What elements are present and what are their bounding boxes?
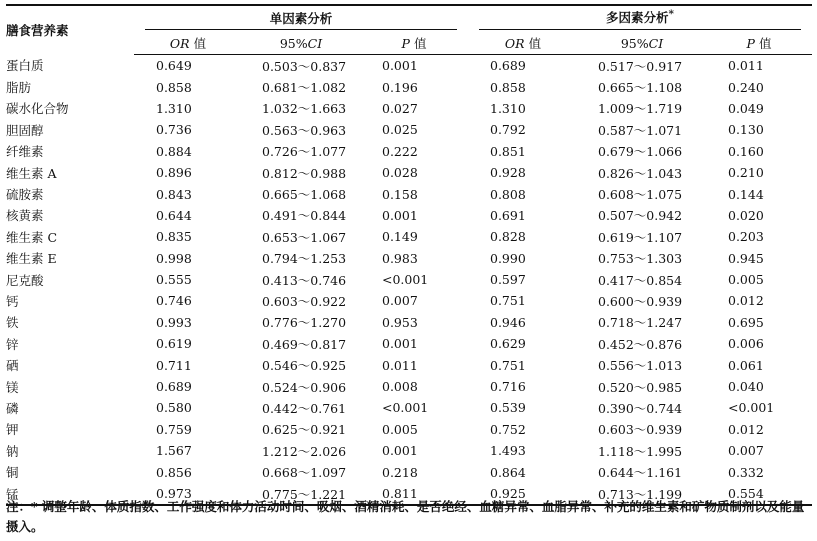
cell-p-multivariate: 0.012 [728, 421, 764, 437]
cell-or-multivariate: 0.539 [490, 400, 526, 416]
cell-nutrient-name: 锌 [6, 336, 19, 352]
cell-p-multivariate: 0.144 [728, 186, 764, 202]
cell-p-univariate: 0.149 [382, 229, 418, 245]
cell-ci-univariate: 0.603～0.922 [262, 293, 347, 309]
cell-p-multivariate: 0.554 [706, 483, 812, 505]
cell-or-univariate: 0.884 [156, 143, 192, 159]
cell-or-univariate: 0.759 [156, 421, 192, 437]
cell-or-multivariate: 1.310 [490, 100, 526, 116]
table-row [6, 333, 812, 354]
nutrient-analysis-table [6, 4, 812, 506]
cell-ci-multivariate: 0.587～1.071 [598, 122, 683, 138]
cell-ci-univariate: 0.563～0.963 [262, 122, 347, 138]
cell-p-multivariate: 0.240 [728, 79, 764, 95]
col-header-or-univariate: OR 值 [134, 32, 242, 55]
cell-ci-univariate: 0.726～1.077 [262, 144, 347, 160]
cell-p-univariate: 0.007 [382, 293, 418, 309]
cell-nutrient-name: 碳水化合物 [6, 101, 69, 117]
cell-ci-univariate: 0.524～0.906 [262, 379, 347, 395]
cell-ci-univariate: 1.032～1.663 [262, 101, 347, 117]
table-row [6, 55, 812, 77]
cell-p-univariate: 0.218 [382, 464, 418, 480]
cell-p-univariate: 0.953 [382, 314, 418, 330]
cell-or-univariate: 0.993 [156, 314, 192, 330]
cell-p-univariate: 0.811 [360, 483, 468, 505]
row-header-label: 膳食营养素 [6, 5, 134, 55]
cell-or-univariate: 0.998 [156, 250, 192, 266]
cell-or-univariate: 0.644 [156, 207, 192, 223]
cell-ci-univariate: 0.503～0.837 [262, 58, 347, 74]
cell-p-univariate: 0.001 [382, 58, 418, 74]
cell-or-multivariate: 0.629 [490, 336, 526, 352]
table-row [6, 290, 812, 311]
cell-ci-univariate: 0.668～1.097 [262, 465, 347, 481]
cell-p-multivariate: 0.210 [728, 165, 764, 181]
table-row [6, 205, 812, 226]
table-row [6, 248, 812, 269]
cell-p-univariate: 0.983 [382, 250, 418, 266]
cell-or-multivariate: 0.752 [490, 421, 526, 437]
cell-or-multivariate: 0.925 [468, 483, 578, 505]
cell-ci-multivariate: 0.390～0.744 [598, 400, 683, 416]
group-header-multivariate-mark: * [668, 8, 674, 21]
cell-or-multivariate: 0.990 [490, 250, 526, 266]
cell-ci-univariate: 0.442～0.761 [262, 400, 347, 416]
table-row [6, 98, 812, 119]
cell-or-univariate: 0.835 [156, 229, 192, 245]
table-row [6, 76, 812, 97]
cell-or-multivariate: 1.493 [490, 443, 526, 459]
cell-ci-multivariate: 0.665～1.108 [598, 80, 683, 96]
cell-or-univariate: 0.856 [156, 464, 192, 480]
footnote-text: 调整年龄、体质指数、工作强度和体力活动时间、吸烟、酒精消耗、是否绝经、血糖异常、血脂异常、补充的维生素和矿物质制剂以及能量摄入。 [6, 499, 805, 534]
cell-ci-multivariate: 0.417～0.854 [598, 272, 683, 288]
cell-p-univariate: 0.001 [382, 336, 418, 352]
cell-or-univariate: 0.711 [156, 357, 192, 373]
cell-or-multivariate: 0.751 [490, 357, 526, 373]
cell-nutrient-name: 胆固醇 [6, 122, 44, 138]
cell-or-multivariate: 0.828 [490, 229, 526, 245]
cell-nutrient-name: 脂肪 [6, 80, 32, 96]
cell-or-multivariate: 0.716 [490, 379, 526, 395]
cell-ci-univariate: 1.212～2.026 [262, 443, 347, 459]
cell-p-multivariate: 0.020 [728, 207, 764, 223]
cell-ci-multivariate: 0.600～0.939 [598, 293, 683, 309]
cell-ci-multivariate: 0.517～0.917 [598, 58, 683, 74]
cell-ci-multivariate: 0.507～0.942 [598, 208, 683, 224]
cell-or-multivariate: 0.689 [490, 58, 526, 74]
cell-p-univariate: 0.028 [382, 165, 418, 181]
cell-or-univariate: 0.858 [156, 79, 192, 95]
cell-or-multivariate: 0.851 [490, 143, 526, 159]
cell-or-univariate: 0.649 [156, 58, 192, 74]
table-row [6, 183, 812, 204]
cell-nutrient-name: 钠 [6, 443, 19, 459]
col-header-or-multivariate: OR 值 [468, 32, 578, 55]
cell-p-multivariate: 0.012 [728, 293, 764, 309]
cell-ci-univariate: 0.625～0.921 [262, 422, 347, 438]
cell-nutrient-name: 铜 [6, 465, 19, 481]
cell-or-univariate: 0.736 [156, 122, 192, 138]
cell-p-univariate: 0.027 [382, 100, 418, 116]
cell-ci-univariate: 0.653～1.067 [262, 229, 347, 245]
cell-ci-univariate: 0.413～0.746 [262, 272, 347, 288]
cell-or-multivariate: 0.792 [490, 122, 526, 138]
group-header-univariate [134, 5, 468, 32]
cell-p-univariate: <0.001 [382, 400, 429, 416]
cell-p-univariate: 0.011 [382, 357, 418, 373]
cell-nutrient-name: 钾 [6, 422, 19, 438]
cell-ci-multivariate: 0.608～1.075 [598, 187, 683, 203]
cell-or-univariate: 0.746 [156, 293, 192, 309]
cell-p-multivariate: <0.001 [728, 400, 775, 416]
cell-ci-univariate: 0.665～1.068 [262, 187, 347, 203]
cell-ci-multivariate: 0.452～0.876 [598, 336, 683, 352]
cell-p-multivariate: 0.695 [728, 314, 764, 330]
cell-ci-univariate: 0.491～0.844 [262, 208, 347, 224]
cell-nutrient-name: 磷 [6, 400, 19, 416]
cell-ci-multivariate: 0.644～1.161 [598, 465, 683, 481]
table-row [6, 354, 812, 375]
table-row [6, 419, 812, 440]
table-row [6, 119, 812, 140]
cell-p-multivariate: 0.130 [728, 122, 764, 138]
col-header-p-univariate: P 值 [360, 32, 468, 55]
cell-p-multivariate: 0.007 [728, 443, 764, 459]
table-header [6, 5, 812, 55]
cell-nutrient-name: 维生素 A [6, 165, 57, 181]
cell-p-univariate: 0.001 [382, 443, 418, 459]
cell-nutrient-name: 铁 [6, 315, 19, 331]
cell-ci-multivariate: 0.718～1.247 [598, 315, 683, 331]
cell-nutrient-name: 镁 [6, 379, 19, 395]
group-header-univariate-label: 单因素分析 [145, 9, 457, 30]
cell-or-multivariate: 0.597 [490, 272, 526, 288]
cell-ci-univariate: 0.546～0.925 [262, 358, 347, 374]
cell-or-univariate: 0.689 [156, 379, 192, 395]
table-row [6, 397, 812, 418]
cell-nutrient-name: 蛋白质 [6, 58, 44, 74]
cell-ci-univariate: 0.775～1.221 [242, 483, 360, 505]
cell-p-multivariate: 0.332 [728, 464, 764, 480]
cell-nutrient-name: 纤维素 [6, 144, 44, 160]
cell-or-univariate: 0.843 [156, 186, 192, 202]
table-row [6, 141, 812, 162]
cell-nutrient-name: 核黄素 [6, 208, 44, 224]
group-header-multivariate-label-wrap [479, 8, 801, 29]
table-row [6, 376, 812, 397]
table-row [6, 312, 812, 333]
cell-or-univariate: 1.310 [156, 100, 192, 116]
table-row [6, 269, 812, 290]
cell-p-multivariate: 0.160 [728, 143, 764, 159]
cell-ci-multivariate: 0.520～0.985 [598, 379, 683, 395]
cell-p-univariate: 0.008 [382, 379, 418, 395]
col-header-ci-univariate: 95%CI [242, 32, 360, 55]
cell-nutrient-name: 硒 [6, 358, 19, 374]
cell-p-univariate: 0.005 [382, 421, 418, 437]
table-row [6, 461, 812, 482]
cell-p-univariate: 0.196 [382, 79, 418, 95]
cell-or-multivariate: 0.808 [490, 186, 526, 202]
group-header-multivariate [468, 5, 812, 32]
cell-or-multivariate: 0.691 [490, 207, 526, 223]
cell-ci-multivariate: 0.679～1.066 [598, 144, 683, 160]
cell-or-univariate: 0.973 [134, 483, 242, 505]
cell-p-univariate: <0.001 [382, 272, 429, 288]
cell-p-univariate: 0.158 [382, 186, 418, 202]
cell-p-multivariate: 0.049 [728, 100, 764, 116]
table-row [6, 162, 812, 183]
cell-ci-multivariate: 1.009～1.719 [598, 101, 683, 117]
table-row [6, 440, 812, 461]
cell-or-univariate: 0.580 [156, 400, 192, 416]
cell-nutrient-name: 维生素 E [6, 251, 57, 267]
cell-p-multivariate: 0.011 [728, 58, 764, 74]
cell-p-multivariate: 0.006 [728, 336, 764, 352]
cell-or-univariate: 1.567 [156, 443, 192, 459]
cell-nutrient-name: 维生素 C [6, 229, 58, 245]
cell-ci-multivariate: 0.826～1.043 [598, 165, 683, 181]
cell-nutrient-name: 硫胺素 [6, 187, 44, 203]
cell-p-univariate: 0.025 [382, 122, 418, 138]
cell-or-univariate: 0.555 [156, 272, 192, 288]
cell-ci-univariate: 0.794～1.253 [262, 251, 347, 267]
cell-or-multivariate: 0.858 [490, 79, 526, 95]
cell-ci-univariate: 0.469～0.817 [262, 336, 347, 352]
footnote-label: 注：* [6, 499, 38, 514]
cell-ci-multivariate: 0.556～1.013 [598, 358, 683, 374]
footnote [6, 497, 812, 537]
cell-ci-multivariate: 0.619～1.107 [598, 229, 683, 245]
cell-or-multivariate: 0.928 [490, 165, 526, 181]
col-header-ci-multivariate: 95%CI [578, 32, 706, 55]
cell-ci-multivariate: 0.603～0.939 [598, 422, 683, 438]
cell-p-multivariate: 0.040 [728, 379, 764, 395]
cell-p-multivariate: 0.203 [728, 229, 764, 245]
cell-or-multivariate: 0.864 [490, 464, 526, 480]
cell-ci-univariate: 0.812～0.988 [262, 165, 347, 181]
cell-p-univariate: 0.001 [382, 207, 418, 223]
group-header-multivariate-label: 多因素分析 [606, 10, 669, 26]
col-header-p-multivariate: P 值 [706, 32, 812, 55]
cell-nutrient-name: 钙 [6, 293, 19, 309]
cell-or-multivariate: 0.946 [490, 314, 526, 330]
cell-p-multivariate: 0.945 [728, 250, 764, 266]
table-row [6, 226, 812, 247]
cell-or-univariate: 0.619 [156, 336, 192, 352]
cell-ci-univariate: 0.681～1.082 [262, 80, 347, 96]
nutrient-table-container [6, 4, 812, 506]
cell-ci-univariate: 0.776～1.270 [262, 315, 347, 331]
cell-p-multivariate: 0.061 [728, 357, 764, 373]
table-body [6, 55, 812, 506]
cell-p-multivariate: 0.005 [728, 272, 764, 288]
cell-nutrient-name: 尼克酸 [6, 272, 44, 288]
cell-ci-multivariate: 0.713～1.199 [578, 483, 706, 505]
cell-ci-multivariate: 0.753～1.303 [598, 251, 683, 267]
cell-p-univariate: 0.222 [382, 143, 418, 159]
cell-or-multivariate: 0.751 [490, 293, 526, 309]
cell-ci-multivariate: 1.118～1.995 [598, 443, 683, 459]
cell-or-univariate: 0.896 [156, 165, 192, 181]
cell-nutrient-name: 锰 [6, 483, 134, 505]
